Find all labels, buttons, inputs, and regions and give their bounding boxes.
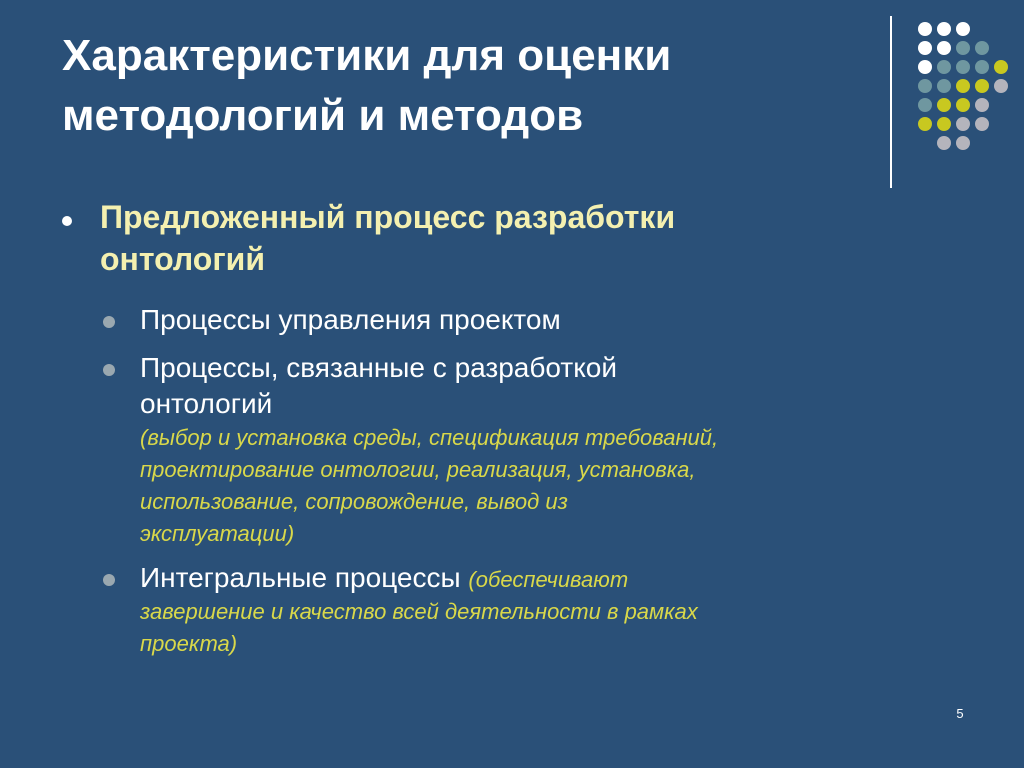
- note-line-3: использование, сопровождение, вывод из: [140, 489, 568, 514]
- main-bullet-text: [100, 196, 882, 280]
- sub-bullet-3-note: [140, 596, 920, 660]
- sub-bullet-integral-processes: [100, 560, 920, 660]
- decorative-dot: [937, 117, 951, 131]
- sub-bullet-3-text: Интегральные процессы: [140, 562, 461, 593]
- note-line-2: проектирование онтологии, реализация, установка,: [140, 457, 696, 482]
- decorative-dot: [937, 60, 951, 74]
- decorative-dot: [937, 136, 951, 150]
- sub-bullet-1-text: Процессы управления проектом: [140, 304, 561, 335]
- bullet-dot-icon: [103, 316, 115, 328]
- decorative-dot: [956, 98, 970, 112]
- main-bullet-line-2: онтологий: [100, 241, 265, 277]
- sub-bullet-3-note-inline: (обеспечивают: [468, 567, 629, 592]
- decorative-dot: [918, 60, 932, 74]
- decorative-dot: [937, 41, 951, 55]
- main-bullet-line-1: Предложенный процесс разработки: [100, 199, 676, 235]
- decorative-dot: [956, 22, 970, 36]
- sub-bullet-ontology-development: [100, 350, 920, 550]
- title-line-1: Характеристики для оценки: [62, 31, 672, 80]
- note-line-4: эксплуатации): [140, 521, 295, 546]
- decorative-dot: [918, 79, 932, 93]
- decorative-dot: [918, 41, 932, 55]
- decorative-dot: [994, 79, 1008, 93]
- decorative-dot: [937, 22, 951, 36]
- decorative-dot: [918, 98, 932, 112]
- sub-bullet-2-line-1: Процессы, связанные с разработкой: [140, 352, 617, 383]
- title-line-2: методологий и методов: [62, 91, 584, 140]
- decorative-dot: [956, 136, 970, 150]
- decorative-dot: [956, 79, 970, 93]
- bullet-dot-icon: [62, 216, 72, 226]
- bullet-dot-icon: [103, 574, 115, 586]
- page-number: 5: [956, 706, 964, 721]
- decorative-dot: [994, 60, 1008, 74]
- sub-bullet-2-note: [140, 422, 920, 550]
- note-line-1: (выбор и установка среды, спецификация требований,: [140, 425, 719, 450]
- bullet-dot-icon: [103, 364, 115, 376]
- decorative-dot: [975, 60, 989, 74]
- decorative-dot: [975, 79, 989, 93]
- note-line-2: проекта): [140, 631, 238, 656]
- decorative-dot: [918, 22, 932, 36]
- sub-bullet-2-line-2: онтологий: [140, 388, 273, 419]
- decorative-divider: [890, 16, 892, 188]
- decorative-dot: [975, 117, 989, 131]
- decorative-dot: [956, 41, 970, 55]
- decorative-dot: [975, 98, 989, 112]
- slide-title: [62, 26, 862, 146]
- decorative-dot: [975, 41, 989, 55]
- decorative-dot: [956, 117, 970, 131]
- main-bullet: [62, 196, 882, 280]
- decorative-dot: [918, 117, 932, 131]
- decorative-dot: [956, 60, 970, 74]
- sub-bullet-project-management: [100, 302, 920, 338]
- note-line-1: завершение и качество всей деятельности в рамках: [140, 599, 698, 624]
- decorative-dot: [937, 98, 951, 112]
- decorative-dot: [937, 79, 951, 93]
